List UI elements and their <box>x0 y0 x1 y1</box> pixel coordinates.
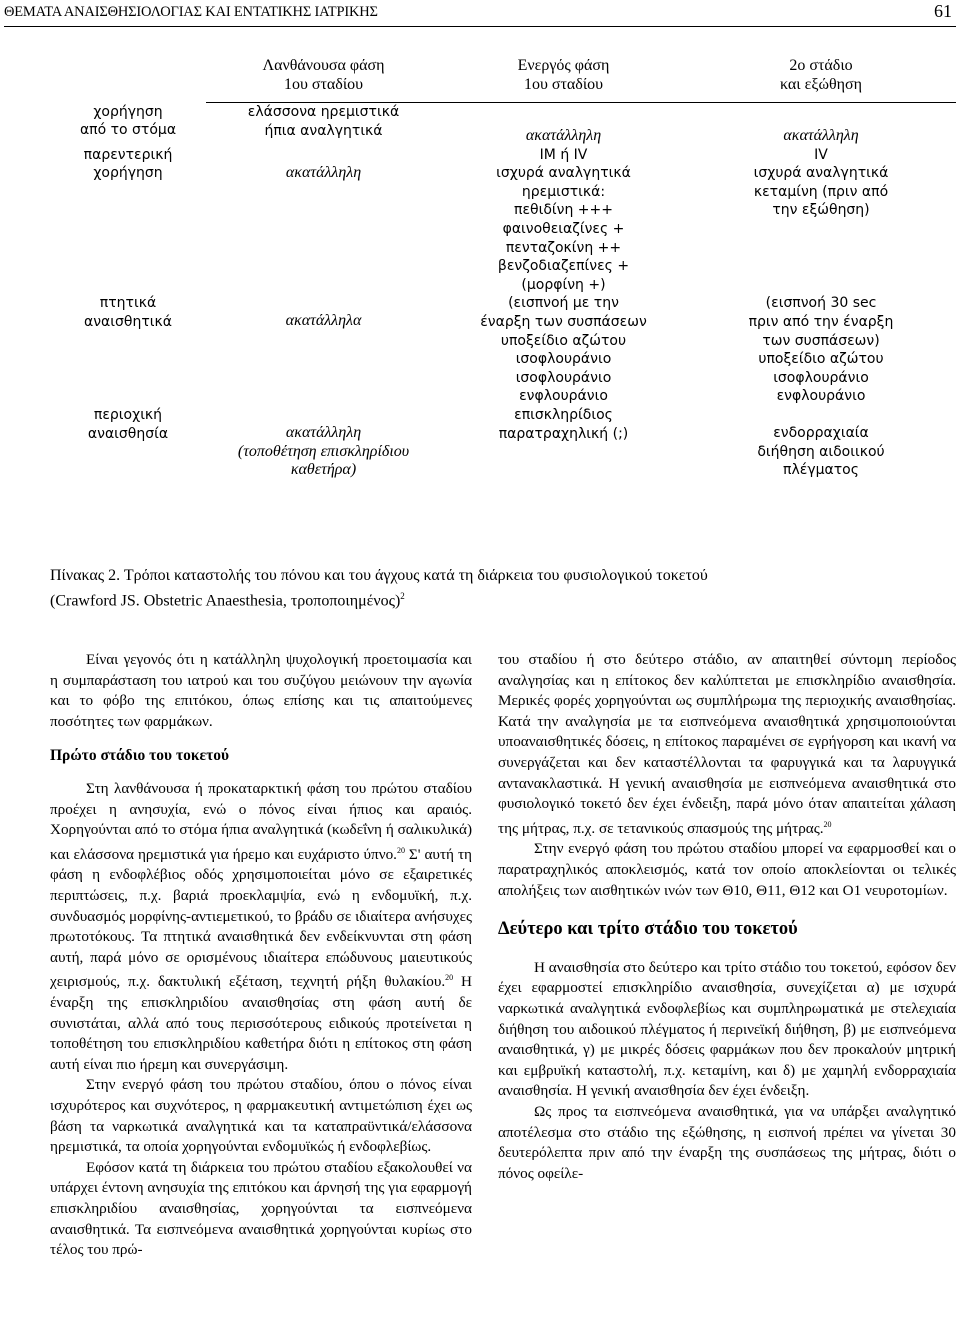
table-header-cell: 2ο στάδιο και εξώθηση <box>686 56 956 103</box>
table-header-cell: Ενεργός φάση 1ου σταδίου <box>441 56 686 103</box>
paragraph: Είναι γεγονός ότι η κατάλληλη ψυχολογική προετοιμασία και η συμπαράσταση του ιατρού και του συζύγου μειώνουν την αγωνία και το φόβο της επιτόκου, όπως επίσης και τις απαιτούμενες ποσότητες των φαρμάκων. <box>50 651 472 730</box>
section-heading: Δεύτερο και τρίτο στάδιο του τοκετού <box>498 919 798 940</box>
table-header-cell <box>50 56 206 103</box>
table-cell: ελάσσονα ηρεμιστικά ήπια αναλγητικά <box>247 104 400 139</box>
caption-line: Πίνακας 2. Τρόποι καταστολής του πόνου και του άγχους κατά τη διάρκεια του φυσιολογικού τοκετού <box>50 567 708 584</box>
table-cell: ακατάλληλη <box>783 127 859 144</box>
reference-number: 2 <box>400 591 405 601</box>
reference-number: 20 <box>396 845 405 855</box>
table-header-row <box>50 56 956 103</box>
table-row <box>50 146 956 295</box>
section-heading: Πρώτο στάδιο του τοκετού <box>50 747 230 765</box>
paragraph: Η αναισθησία στο δεύτερο και τρίτο στάδιο του τοκετού, εφόσον δεν έχει εφαρμοστεί επισκληρίδιο αναισθησία, συνεχίζεται α) με ισχυρά ναρκωτικά αναλγητικά ενδοφλεβίως και συμπληρωματικά με στελεχιαία διήθηση του αιδοιικού πλέγματος ή περινεϊκή διήθηση, β) με εισπνεόμενα αναισθητικά, γ) με μικρές δόσεις φαρμάκων που δεν προκαλούν μητρική και εμβρυϊκή καταστολή, π.χ. κεταμίνη, και δ) με χαμηλή ενδορραχιαία αναισθησία. Η γενική αναισθησία δεν έχει ένδειξη. <box>498 958 956 1100</box>
right-column <box>498 650 956 1184</box>
table-row <box>50 406 956 480</box>
table-cell: (εισπνοή με την έναρξη των συσπάσεων υποξείδιο αζώτου ισοφλουράνιο ισοφλουράνιο ενφλουράνιο <box>480 295 647 405</box>
table-cell: παρεντερική χορήγηση <box>83 146 173 182</box>
table-cell: ακατάλληλη (τοποθέτηση επισκληρίδιου καθετήρα) <box>237 423 410 479</box>
table-cell: επισκληρίδιος παρατραχηλική (;) <box>498 406 629 442</box>
table-cell: πτητικά αναισθητικά <box>84 295 172 330</box>
paragraph: Στη λανθάνουσα ή προκαταρκτική φάση του πρώτου σταδίου προέχει η ανησυχία, ενώ ο πόνος είναι ήπιος και αραιός. Χορηγούνται από το στόμα ήπια αναλγητικά (κωδεΐνη ή σαλικυλικά) και ελάσσονα ηρεμιστικά για ήρεμο και ευχάριστο ύπνο.$^{20}$ Σ' αυτή τη φάση η ενδοφλέβιος οδός χρησιμοποιείται μόνο σε εξαιρετικές περιπτώσεις, π.χ. βαριά προεκλαμψία, ενώ η ενδομυϊκή, π.χ. συνδυασμός μορφίνης-αντιεμετικού, το βράδυ σε ιδιαίτερα ανήσυχες πρωτοτόκους. Τα πτητικά αναισθητικά δεν ενδείκνυνται στη φάση αυτή, παρά μόνο σε ορισμένους ιδιαίτερα επώδυνους μαιευτικούς χειρισμούς, π.χ. δακτυλική εξέταση, τεχνητή ρήξη θυλακίου.$^{20}$ Η έναρξη της επισκληριδίου αναισθησίας στη φάση αυτή δε συνιστάται, αλλά από τους περισσότερους ειδικούς προτείνεται η τοποθέτηση του επισκληριδίου καθετήρα διότι η επίτοκος στη φάση αυτή είναι πιο ήρεμη και συνεργάσιμη. <box>50 779 473 1073</box>
paragraph: Εφόσον κατά τη διάρκεια του πρώτου σταδίου εξακολουθεί να υπάρχει έντονη ανησυχία της επιτόκου και άρνησή της για εφαρμογή επισκληριδίου αναισθησίας, χορηγούνται τα εισπνεόμενα αναισθητικά. Τα εισπνεόμενα αναισθητικά χορηγούνται κυρίως στο τέλος του πρώ- <box>50 1158 472 1259</box>
paragraph: Στην ενεργό φάση του πρώτου σταδίου μπορεί να εφαρμοσθεί και ο παρατραχηλικός αποκλεισμός, κατά τον οποίο αποκλείονται οι τελικές απολήξεις των αισθητικών ινών των Θ10, Θ11, Θ12 και Ο1 νευροτομίων. <box>498 840 956 899</box>
anesthesia-table <box>50 56 956 480</box>
running-header <box>4 0 956 27</box>
table-caption <box>50 566 950 611</box>
table-cell: ακατάλληλη <box>525 127 602 144</box>
table-cell: ενδορραχιαία διήθηση αιδοιικού πλέγματος <box>757 424 885 479</box>
table-row <box>50 103 956 146</box>
table-cell: ακατάλληλα <box>285 312 362 330</box>
paragraph: Στην ενεργό φάση του πρώτου σταδίου, όπου ο πόνος είναι ισχυρότερος και συχνότερος, η φαρμακευτική αντιμετώπιση έχει ως βάση τα ναρκωτικά αναλγητικά και τα καταπραϋντικά/ελάσσονα ηρεμιστικά, τα οποία χορηγούνται ενδομυϊκώς ή ενδοφλεβίως. <box>50 1076 472 1156</box>
caption-line: (Crawford JS. Obstetric Anaesthesia, τροποποιημένος)$^2$ <box>50 591 405 610</box>
paragraph: του σταδίου ή στο δεύτερο στάδιο, αν απαιτηθεί σύντομη περίοδος αναλγησίας και η επίτοκος δεν καλύπτεται με επισκληρίδιο αναισθησία. Μερικές φορές χορηγούνται ως συμπλήρωμα της περιοχικής αναισθησίας. Κατά την αναλγησία με τα εισπνεόμενα αναισθητικά χρησιμοποιούνται υποαναισθητικές δόσεις, η επίτοκος παραμένει σε εγρήγορση και ικανή να συνεργάζεται και δεν καταστέλλονται τα φαρυγγικά και τα λαρυγγικά αντανακλαστικά. Η γενική αναισθησία με εισπνεόμενα αναισθητικά στο φυσιολογικό τοκετό δεν έχει ένδειξη, παρά μόνο όταν απαιτείται χάλαση της μήτρας, π.χ. σε τετανικούς σπασμούς της μήτρας.$^{20}$ <box>498 651 956 837</box>
reference-number: 20 <box>823 819 832 829</box>
journal-title: ΘΕΜΑΤΑ ΑΝΑΙΣΘΗΣΙΟΛΟΓΙΑΣ ΚΑΙ ΕΝΤΑΤΙΚΗΣ ΙΑΤΡΙΚΗΣ <box>4 4 378 20</box>
table-cell: IM ή IV ισχυρά αναλγητικά ηρεμιστικά: πεθιδίνη +++ φαινοθειαζίνες + πενταζοκίνη ++ βενζοδιαζεπίνες + (μορφίνη +) <box>496 146 631 293</box>
reference-number: 20 <box>445 973 454 983</box>
table-cell: (εισπνοή 30 sec πριν από την έναρξη των συσπάσεων) υποξείδιο αζώτου ισοφλουράνιο ενφλουράνιο <box>748 295 894 405</box>
table-cell: ακατάλληλη <box>285 163 362 181</box>
table-row <box>50 294 956 406</box>
left-column <box>50 650 472 1261</box>
paragraph: Ως προς τα εισπνεόμενα αναισθητικά, για να υπάρξει αναλγητικό αποτέλεσμα στο στάδιο της εξώθησης, η εισπνοή πρέπει να γίνεται 30 δευτερόλεπτα πριν από την έναρξη της συσπάσεως της μήτρας, διότι ο πόνος οφείλε- <box>498 1102 956 1182</box>
table-cell: IV ισχυρά αναλγητικά κεταμίνη (πριν από την εξώθηση) <box>753 146 889 219</box>
table-cell: περιοχική αναισθησία <box>87 406 169 442</box>
table-header-cell: Λανθάνουσα φάση 1ου σταδίου <box>206 56 441 103</box>
table-cell: χορήγηση από το στόμα <box>79 103 177 139</box>
page-number: 61 <box>934 1 952 21</box>
